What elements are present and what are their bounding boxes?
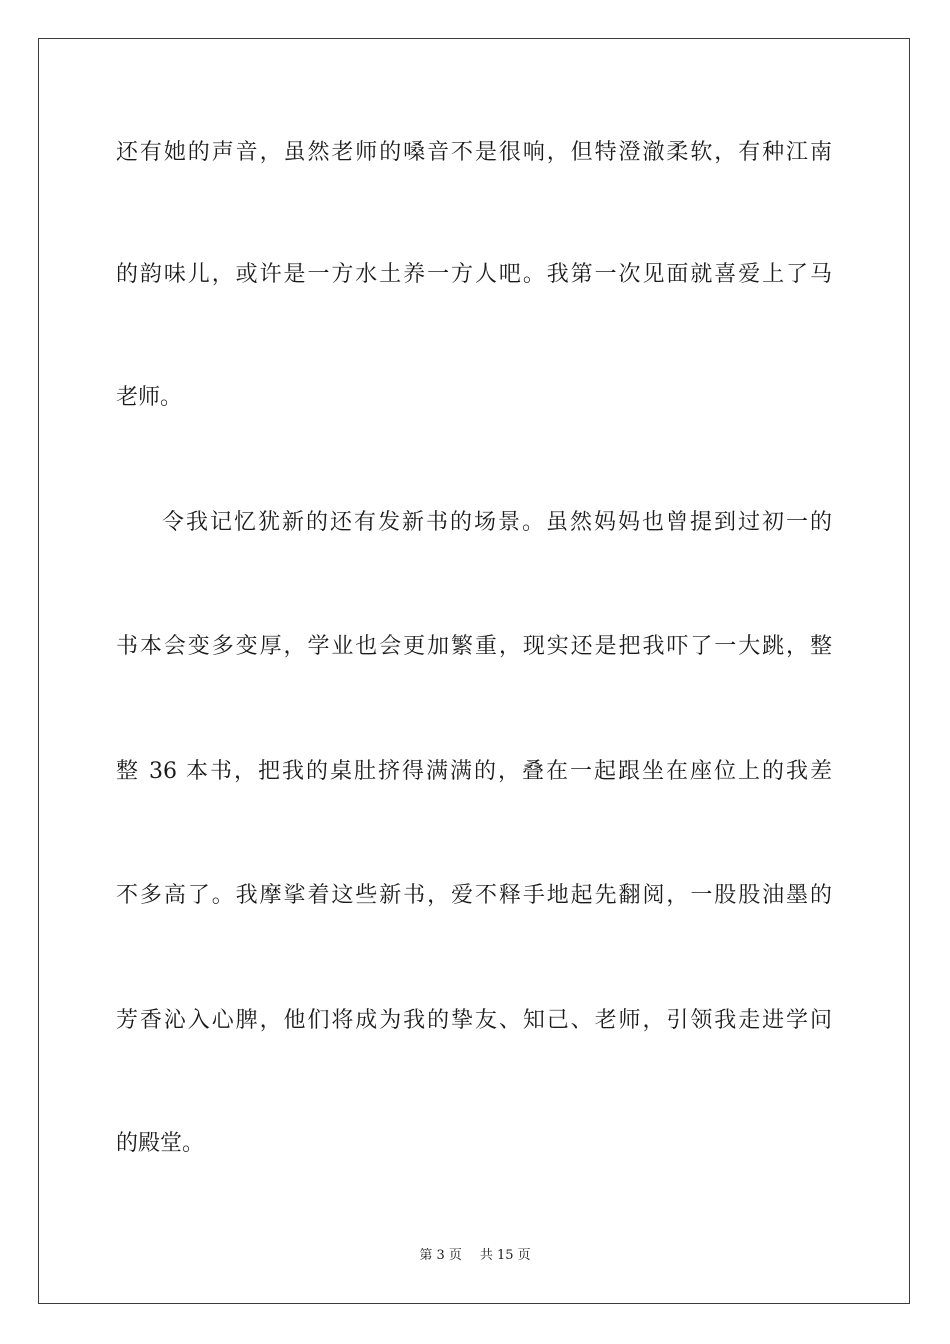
page-footer — [0, 1247, 950, 1265]
text-line-4: 令我记忆犹新的还有发新书的场景。虽然妈妈也曾提到过初一的 — [162, 510, 832, 535]
text-line-7: 不多高了。我摩挲着这些新书，爱不释手地起先翻阅，一股股油墨的 — [116, 883, 832, 908]
text-line-5: 书本会变多变厚，学业也会更加繁重，现实还是把我吓了一大跳，整 — [116, 634, 832, 659]
current-page-label: 第 3 页 — [419, 1248, 462, 1263]
total-pages-label: 共 15 页 — [479, 1248, 531, 1263]
text-line-1: 还有她的声音，虽然老师的嗓音不是很响，但特澄澈柔软，有种江南 — [116, 140, 832, 165]
page-border — [38, 38, 910, 1304]
text-line-3: 老师。 — [116, 385, 183, 410]
text-line-9: 的殿堂。 — [116, 1131, 205, 1156]
text-line-2: 的韵味儿，或许是一方水土养一方人吧。我第一次见面就喜爱上了马 — [116, 262, 832, 287]
text-line-6: 整 36 本书，把我的桌肚挤得满满的，叠在一起跟坐在座位上的我差 — [116, 759, 832, 784]
text-line-8: 芳香沁入心脾，他们将成为我的挚友、知己、老师，引领我走进学问 — [116, 1008, 832, 1033]
